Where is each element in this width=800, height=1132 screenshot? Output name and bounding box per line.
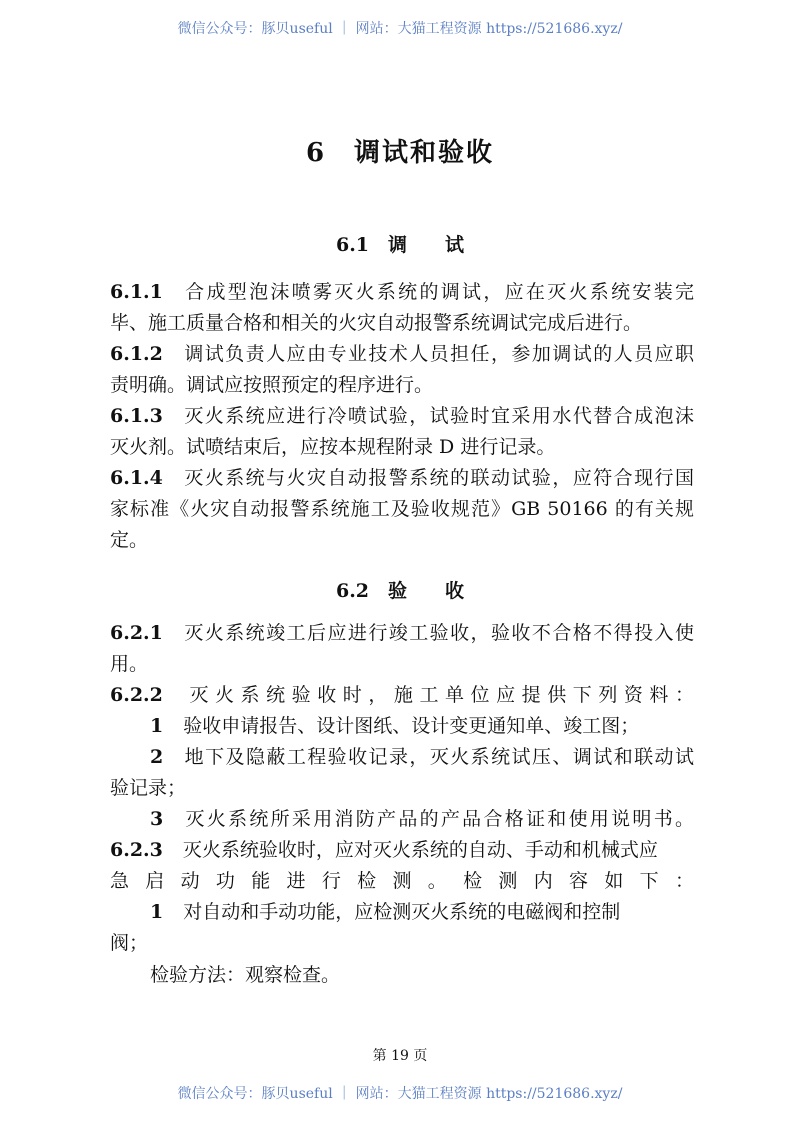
- paragraph-line: [150, 807, 694, 831]
- paragraph-line: [110, 280, 694, 304]
- paragraph-line: [150, 900, 694, 924]
- line-text: 验记录；: [110, 777, 187, 799]
- paragraph-line: [110, 404, 694, 428]
- line-text: 灭火系统应进行冷喷试验，试验时宜采用水代替合成泡沫: [182, 405, 694, 427]
- line-text: 灭火系统与火灾自动报警系统的联动试验，应符合现行国: [182, 467, 694, 489]
- clause-number: 6.1.1: [110, 281, 163, 303]
- paragraph-line: [110, 435, 694, 459]
- chapter-title: 6 调试和验收: [305, 138, 495, 168]
- clause-number: 6.2.2: [110, 684, 163, 706]
- line-text: 验收申请报告、设计图纸、设计变更通知单、竣工图；: [183, 715, 640, 737]
- paragraph-line: [110, 931, 694, 955]
- line-text: 合成型泡沫喷雾灭火系统的调试，应在灭火系统安装完: [182, 281, 694, 303]
- paragraph-line: [150, 745, 694, 769]
- line-text: 责明确。调试应按照预定的程序进行。: [110, 374, 434, 396]
- line-text: 灭火系统竣工后应进行竣工验收，验收不合格不得投入使: [182, 622, 694, 644]
- line-text: 阀；: [110, 932, 149, 954]
- item-number: 1: [150, 715, 164, 737]
- clause-number: 6.2.3: [110, 839, 163, 861]
- item-number: 3: [150, 808, 164, 830]
- item-number: 1: [150, 901, 164, 923]
- line-text: 灭火系统验收时，应对灭火系统的自动、手动和机械式应: [182, 839, 658, 861]
- line-text: 检验方法：观察检查。: [150, 964, 341, 986]
- line-text: 急启动功能进行检测。检测内容如下：: [110, 870, 694, 892]
- line-text: 灭火剂。试喷结束后，应按本规程附录 D 进行记录。: [110, 436, 556, 458]
- line-text: 定。: [110, 529, 149, 551]
- clause-number: 6.1.4: [110, 467, 163, 489]
- paragraph-line: [110, 683, 694, 707]
- line-text: 用。: [110, 653, 149, 675]
- paragraph-line: [110, 776, 694, 800]
- paragraph-line: [110, 497, 694, 521]
- line-text: 对自动和手动功能，应检测灭火系统的电磁阀和控制: [183, 901, 621, 923]
- watermark-top: 微信公众号：豚贝useful ｜ 网站：大猫工程资源 https://521686.xyz/: [177, 21, 623, 37]
- paragraph-line: [110, 621, 694, 645]
- paragraph-line: [110, 466, 694, 490]
- page-number: 第 19 页: [372, 1048, 428, 1064]
- paragraph-line: [110, 528, 694, 552]
- paragraph-line: [110, 311, 694, 335]
- line-text: 灭火系统所采用消防产品的产品合格证和使用说明书。: [183, 808, 694, 830]
- clause-number: 6.2.1: [110, 622, 163, 644]
- line-text: 灭火系统验收时，施工单位应提供下列资料：: [182, 684, 694, 706]
- paragraph-line: [110, 652, 694, 676]
- paragraph-line: [110, 342, 694, 366]
- section-heading: 6.1 调 试: [335, 234, 465, 256]
- line-text: 家标准《火灾自动报警系统施工及验收规范》GB 50166 的有关规: [110, 498, 694, 520]
- line-text: 毕、施工质量合格和相关的火灾自动报警系统调试完成后进行。: [110, 312, 643, 334]
- clause-number: 6.1.2: [110, 343, 163, 365]
- section-heading: 6.2 验 收: [335, 580, 465, 602]
- clause-number: 6.1.3: [110, 405, 163, 427]
- paragraph-line: [110, 373, 694, 397]
- paragraph-line: [150, 714, 694, 738]
- paragraph-line: [110, 838, 694, 862]
- line-text: 调试负责人应由专业技术人员担任，参加调试的人员应职: [182, 343, 694, 365]
- watermark-bottom: 微信公众号：豚贝useful ｜ 网站：大猫工程资源 https://521686.xyz/: [177, 1086, 623, 1102]
- paragraph-line: [110, 869, 694, 893]
- item-number: 2: [150, 746, 164, 768]
- line-text: 地下及隐蔽工程验收记录，灭火系统试压、调试和联动试: [183, 746, 694, 768]
- paragraph-line: [150, 963, 694, 987]
